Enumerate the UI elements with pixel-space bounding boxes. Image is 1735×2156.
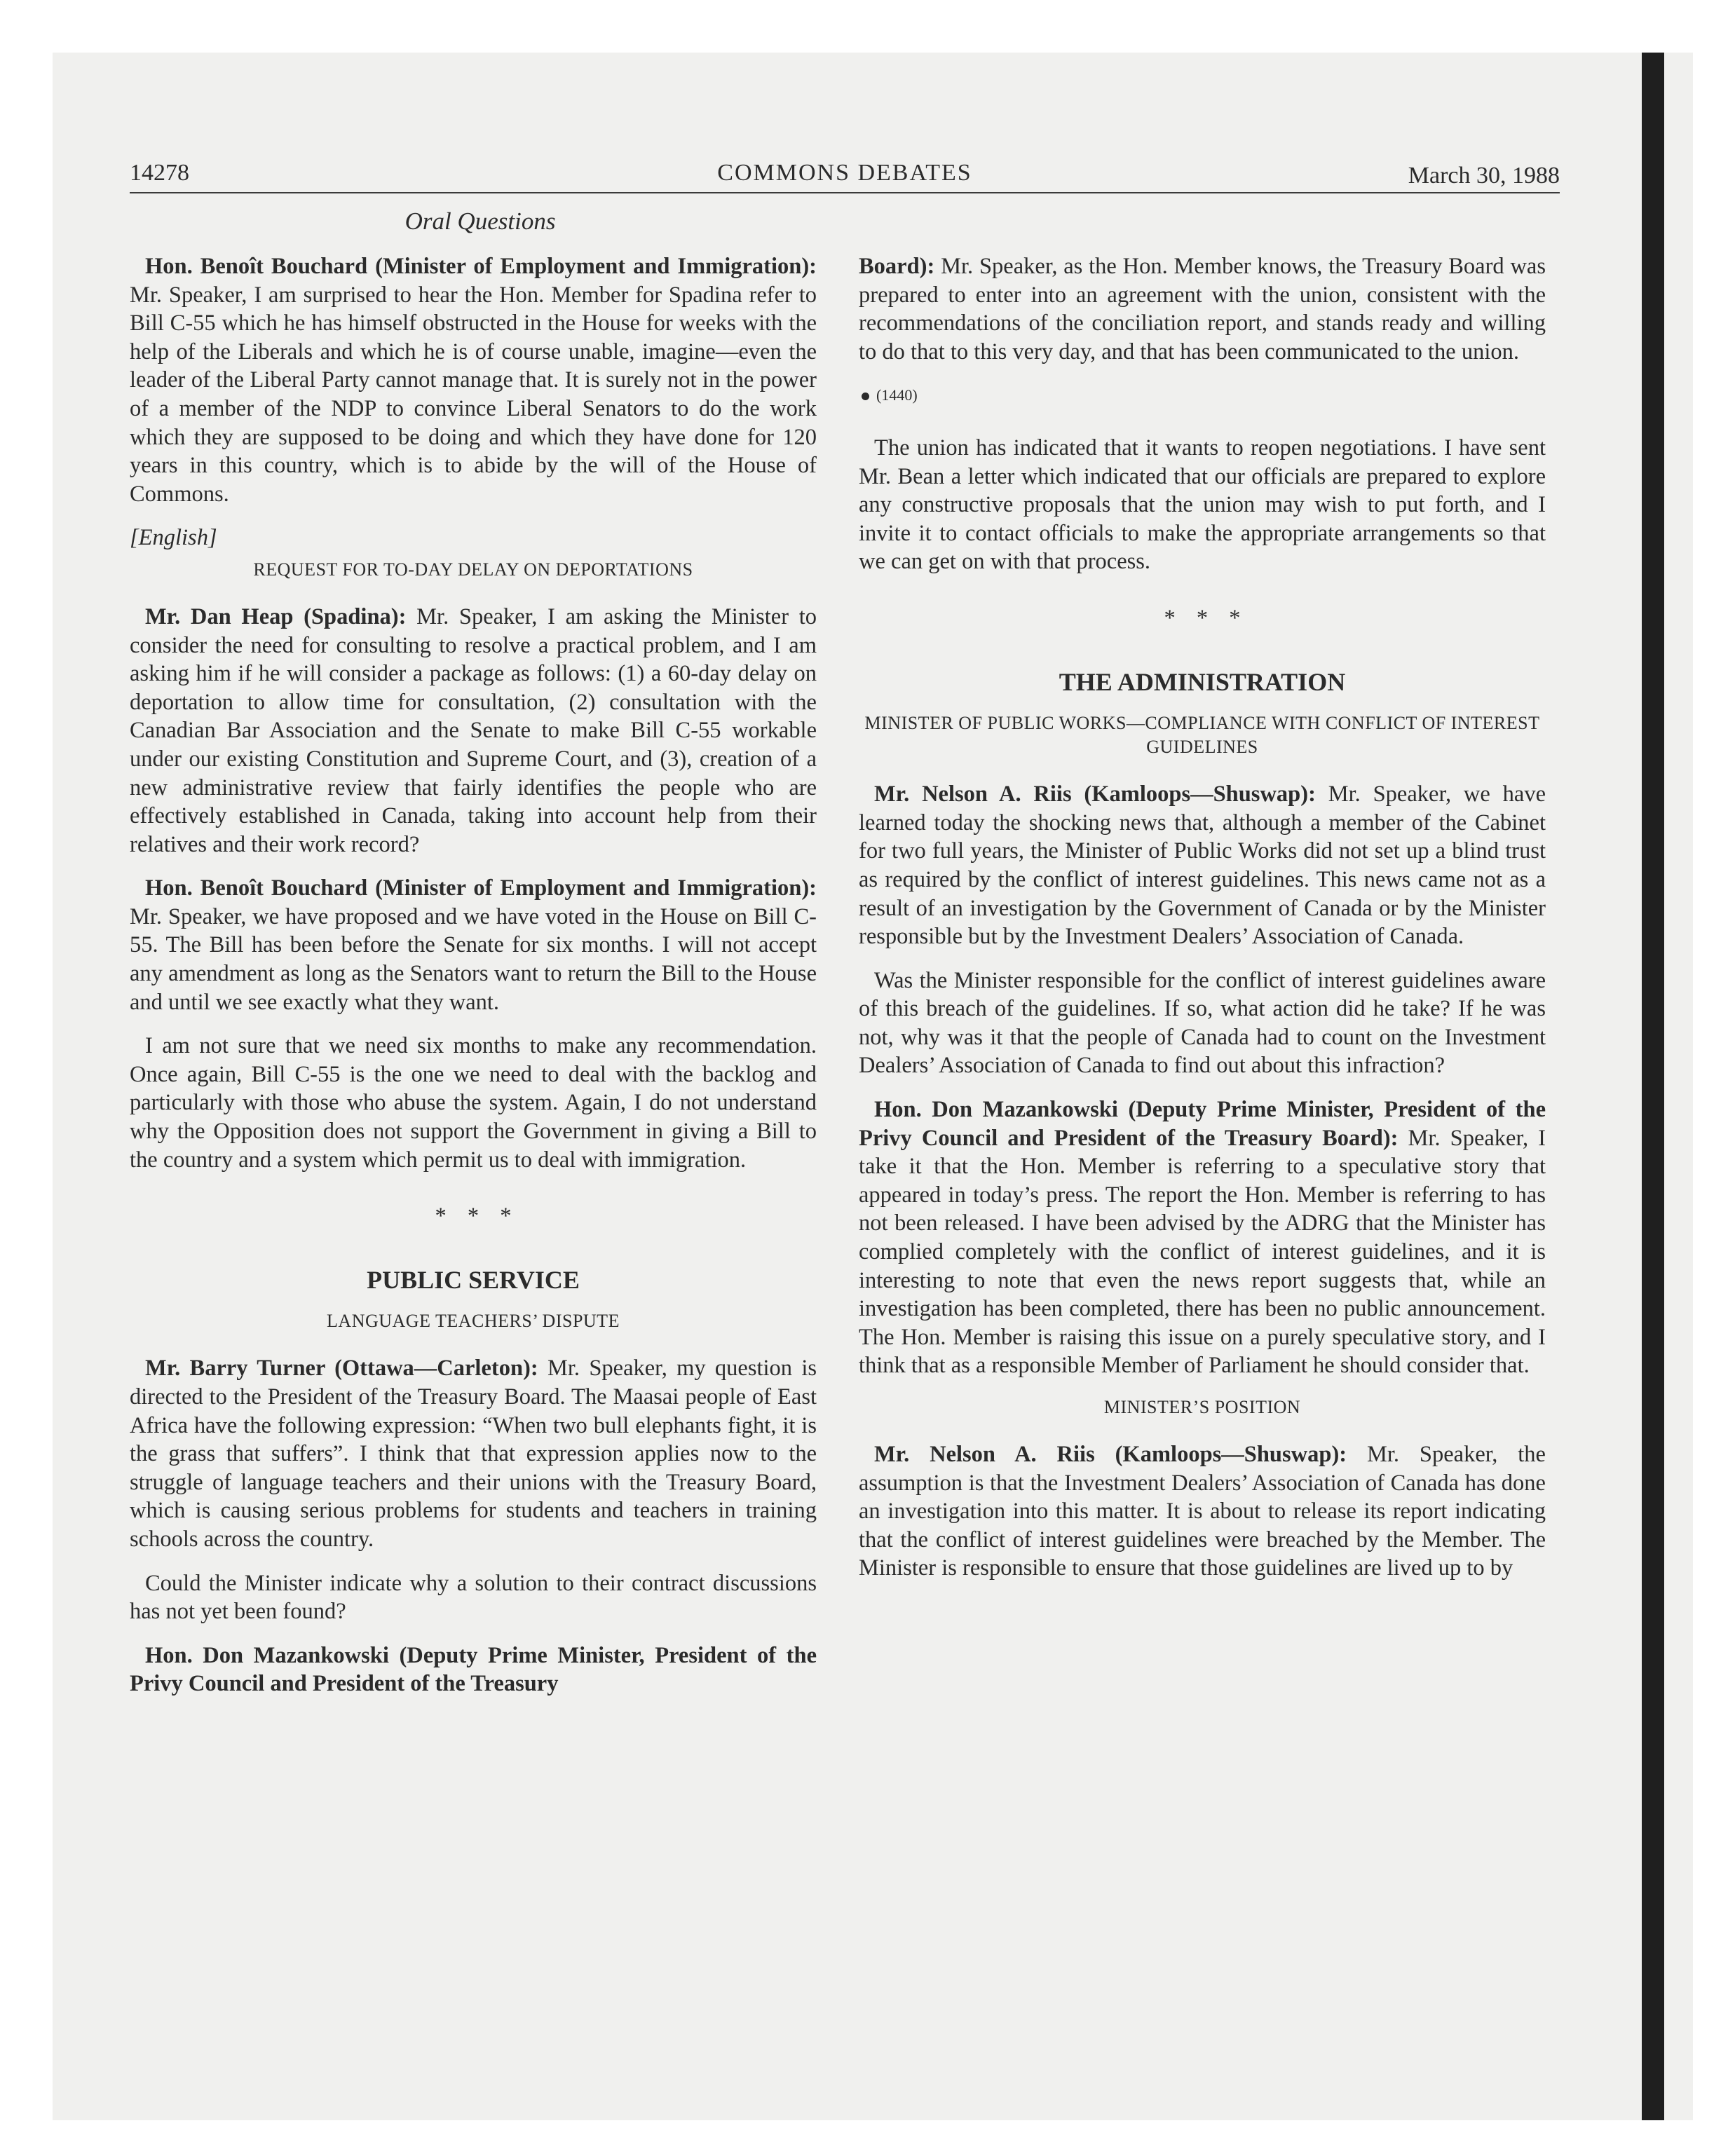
page-number: 14278 — [130, 160, 189, 186]
publication-date: March 30, 1988 — [1408, 163, 1560, 189]
speaker-name: Mr. Nelson A. Riis (Kamloops—Shuswap): — [874, 782, 1316, 807]
paragraph — [130, 252, 817, 508]
section-divider: * * * — [1164, 605, 1241, 631]
section-divider: * * * — [435, 1203, 512, 1229]
section-heading: PUBLIC SERVICE — [367, 1265, 580, 1294]
caption: LANGUAGE TEACHERS’ DISPUTE — [327, 1311, 620, 1332]
paragraph: Was the Minister responsible for the conflict of interest guidelines aware of this breach of the guidelines. If so, what action did he take? If he was not, why was it that the people of Canada had to count on the Investment Dealers’ Association of Canada to find out about this infraction? — [859, 967, 1546, 1079]
speech-text: Mr. Speaker, as the Hon. Member knows, the Treasury Board was prepared to enter into an agreement with the union, consistent with the recommendations of the conciliation report, and stands ready and willing to do that to this very day, and that has been communicated to the union. — [859, 254, 1546, 364]
time-marker-text: (1440) — [876, 386, 918, 404]
language-tag: [English] — [130, 525, 217, 551]
speaker-name: Hon. Benoît Bouchard (Minister of Employment and Immigration): — [145, 254, 817, 279]
binding-edge — [1642, 53, 1664, 2120]
paragraph: Could the Minister indicate why a solution to their contract discussions has not yet been found? — [130, 1570, 817, 1625]
paragraph — [130, 1642, 817, 1698]
speech-text: Mr. Speaker, we have proposed and we have voted in the House on Bill C-55. The Bill has been before the Senate for six months. I will not accept any amendment as long as the Senators want to return the Bill to the House and until we see exactly what they want. — [130, 903, 817, 1015]
speaker-name: Board): — [859, 254, 935, 279]
paragraph — [130, 874, 817, 1016]
page-header — [130, 160, 1560, 195]
paragraph — [130, 1354, 817, 1553]
right-column — [859, 252, 1546, 1598]
header-rule — [130, 192, 1560, 193]
speaker-name: Hon. Don Mazankowski (Deputy Prime Minister, President of the Privy Council and President of the Treasury — [130, 1642, 817, 1697]
paragraph — [859, 780, 1546, 951]
speaker-name: Mr. Barry Turner (Ottawa—Carleton): — [145, 1356, 538, 1381]
caption: MINISTER’S POSITION — [1103, 1397, 1301, 1417]
section-heading: THE ADMINISTRATION — [1059, 667, 1346, 696]
publication-title: COMMONS DEBATES — [717, 160, 972, 186]
speech-text: Mr. Speaker, I am asking the Minister to consider the need for consulting to resolve a practical problem, and I am asking him if he will consider a package as follows: (1) a 60-day delay on deportation to allow time for consultation, (2) consultation with the Canadian Bar Association and the Senate to make Bill C-55 workable under our existing Constitution and Supreme Court, and (3), creation of a new administrative review that fairly identifies the people who are effectively established in Canada, taking into account help from their relatives and their work record? — [130, 603, 817, 857]
speech-text: Mr. Speaker, I take it that the Hon. Member is referring to a speculative story that appeared in today’s press. The report the Hon. Member is referring to has not been released. I have been advised by the ADRG that the Minister has complied completely with the conflict of interest guidelines, and it is interesting to note that even the news report suggests that, while an investigation has been completed, there has been no public announcement. The Hon. Member is raising this issue on a purely speculative story, and I think that as a responsible Member of Parliament he should consider that. — [859, 1125, 1546, 1379]
speaker-name: Mr. Nelson A. Riis (Kamloops—Shuswap): — [874, 1442, 1347, 1467]
paragraph: I am not sure that we need six months to make any recommendation. Once again, Bill C-55 is the one we need to deal with the backlog and particularly with those who abuse the system. Again, I do not understand why the Opposition does not support the Government in giving a Bill to the country and a system which permit us to deal with immigration. — [130, 1033, 817, 1173]
speaker-name: Hon. Benoît Bouchard (Minister of Employment and Immigration): — [145, 875, 817, 901]
paragraph — [859, 1096, 1546, 1380]
caption: MINISTER OF PUBLIC WORKS—COMPLIANCE WITH CONFLICT OF INTEREST GUIDELINES — [864, 713, 1540, 758]
speaker-name: Mr. Dan Heap (Spadina): — [145, 603, 407, 629]
paragraph — [859, 1440, 1546, 1583]
speech-text: Mr. Speaker, the assumption is that the Investment Dealers’ Association of Canada has done an investigation into this matter. It is about to release its report indicating that the conflict of interest guidelines were breached by the Member. The Minister is responsible to ensure that those guidelines are lived up to by — [859, 1442, 1546, 1581]
paragraph — [130, 603, 817, 859]
paragraph: The union has indicated that it wants to reopen negotiations. I have sent Mr. Bean a letter which indicated that our officials are prepared to explore any constructive proposals that the union may wish to put forth, and I invite it to contact officials to make the appropriate arrangements so that we can get on with that process. — [859, 435, 1546, 575]
speech-text: Mr. Speaker, my question is directed to the President of the Treasury Board. The Maasai people of East Africa have the following expression: “When two bull elephants fight, it is the grass that suffers”. I think that that expression applies now to the struggle of language teachers and their unions with the Treasury Board, which is causing serious problems for students and teachers in training schools across the country. — [130, 1356, 817, 1552]
bullet-icon — [862, 393, 869, 400]
caption: REQUEST FOR TO-DAY DELAY ON DEPORTATIONS — [253, 559, 693, 580]
time-marker — [859, 381, 1546, 410]
speech-text: Mr. Speaker, we have learned today the shocking news that, although a member of the Cabinet for two full years, the Minister of Public Works did not set up a blind trust as required by the conflict of interest guidelines. This news came not as a result of an investigation by the Government of Canada or by the Minister responsible but by the Investment Dealers’ Association of Canada. — [859, 782, 1546, 950]
speaker-name: Hon. Don Mazankowski (Deputy Prime Minister, President of the Privy Council and President of the Treasury Board): — [859, 1097, 1546, 1151]
section-subhead: Oral Questions — [404, 207, 556, 235]
speech-text: Mr. Speaker, I am surprised to hear the Hon. Member for Spadina refer to Bill C-55 which he has himself obstructed in the House for weeks with the help of the Liberals and which he is of course unable, imagine—even the leader of the Liberal Party cannot manage that. It is surely not in the power of a member of the NDP to convince Liberal Senators to do the work which they are supposed to be doing and which they have done for 120 years in this country, which is to abide by the will of the House of Commons. — [130, 282, 817, 507]
left-column — [130, 252, 817, 1714]
paragraph — [859, 252, 1546, 366]
